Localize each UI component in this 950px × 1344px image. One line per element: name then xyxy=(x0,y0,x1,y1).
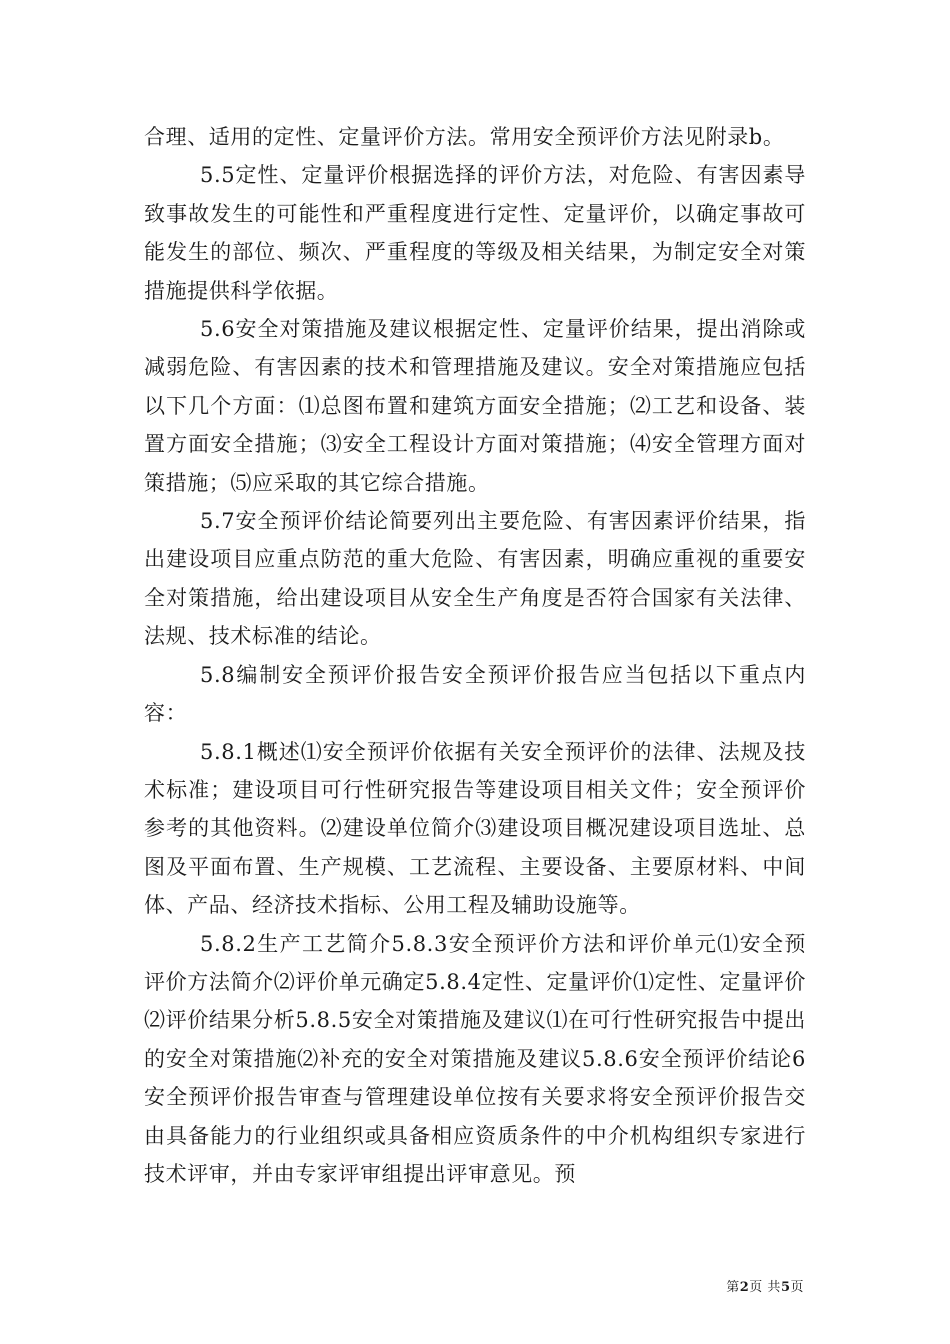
page-footer xyxy=(726,1276,804,1295)
paragraph-5-6: 5.6安全对策措施及建议根据定性、定量评价结果，提出消除或减弱危险、有害因素的技术和管理措施及建议。安全对策措施应包括以下几个方面：⑴总图布置和建筑方面安全措施；⑵工艺和设备、装置方面安全措施；⑶安全工程设计方面对策措施；⑷安全管理方面对策措施；⑸应采取的其它综合措施。 xyxy=(144,317,806,495)
footer-total-pages: 5 xyxy=(780,1280,791,1295)
footer-middle: 页 共 xyxy=(749,1280,781,1295)
paragraph-5-5: 5.5定性、定量评价根据选择的评价方法，对危险、有害因素导致事故发生的可能性和严重程度进行定性、定量评价，以确定事故可能发生的部位、频次、严重程度的等级及相关结果，为制定安全对策措施提供科学依据。 xyxy=(144,163,806,303)
footer-prefix: 第 xyxy=(726,1280,740,1295)
footer-current-page: 2 xyxy=(739,1280,750,1295)
document-body xyxy=(144,118,806,1193)
paragraph-5-8-1: 5.8.1概述⑴安全预评价依据有关安全预评价的法律、法规及技术标准；建设项目可行性研究报告等建设项目相关文件；安全预评价参考的其他资料。⑵建设单位简介⑶建设项目概况建设项目选址、总图及平面布置、生产规模、工艺流程、主要设备、主要原材料、中间体、产品、经济技术指标、公用工程及辅助设施等。 xyxy=(144,739,806,918)
paragraph-5-8-2: 5.8.2生产工艺简介5.8.3安全预评价方法和评价单元⑴安全预评价方法简介⑵评价单元确定5.8.4定性、定量评价⑴定性、定量评价⑵评价结果分析5.8.5安全对策措施及建议⑴在可行性研究报告中提出的安全对策措施⑵补充的安全对策措施及建议5.8.6安全预评价结论6安全预评价报告审查与管理建设单位按有关要求将安全预评价报告交由具备能力的行业组织或具备相应资质条件的中介机构组织专家进行技术评审，并由专家评审组提出评审意见。预 xyxy=(144,931,806,1186)
paragraph-5-7: 5.7安全预评价结论简要列出主要危险、有害因素评价结果，指出建设项目应重点防范的重大危险、有害因素，明确应重视的重要安全对策措施，给出建设项目从安全生产角度是否符合国家有关法律、法规、技术标准的结论。 xyxy=(144,509,806,649)
paragraph-5-8: 5.8编制安全预评价报告安全预评价报告应当包括以下重点内容： xyxy=(144,662,806,726)
footer-suffix: 页 xyxy=(790,1280,804,1295)
paragraph-methods-appendix: 合理、适用的定性、定量评价方法。常用安全预评价方法见附录b。 xyxy=(144,125,785,149)
